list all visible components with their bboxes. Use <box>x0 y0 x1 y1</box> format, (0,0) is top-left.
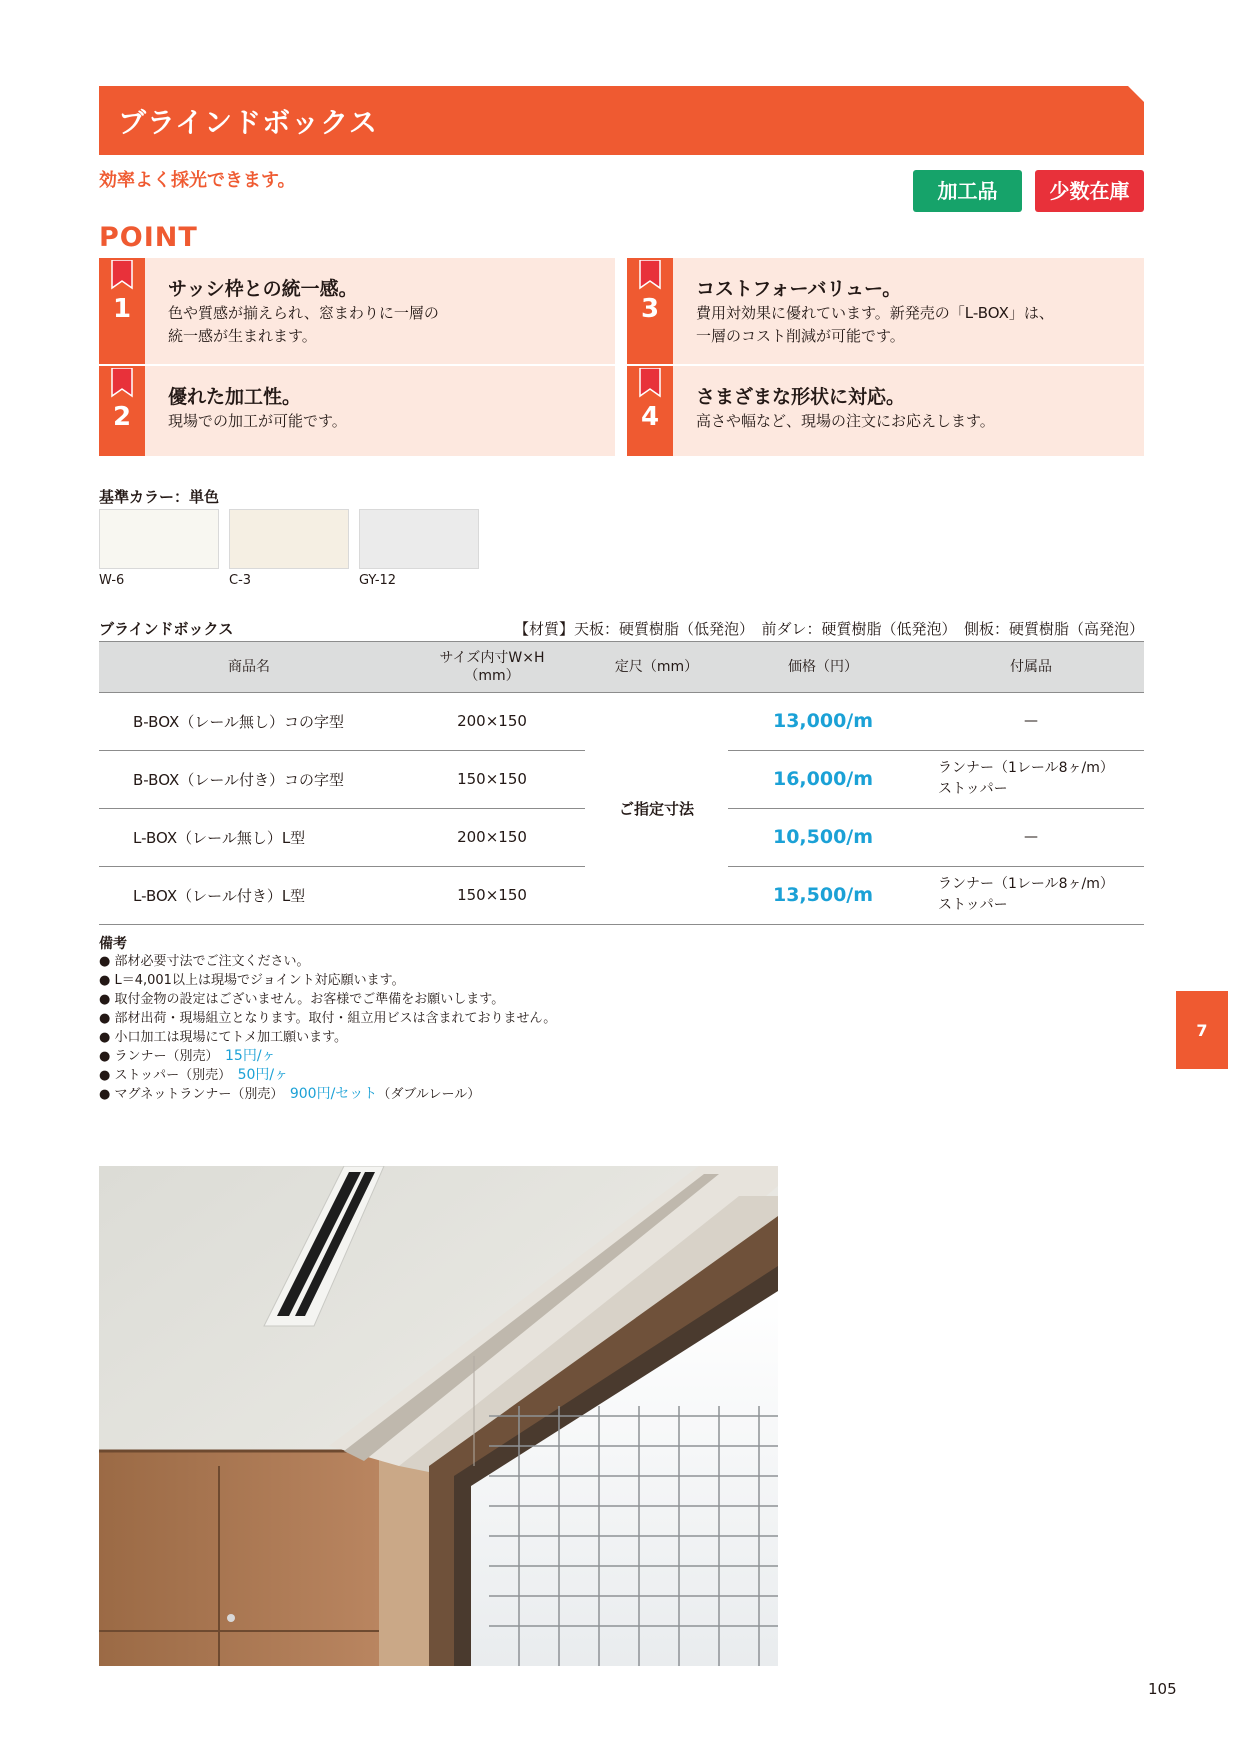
cell-size: 200×150 <box>457 712 527 730</box>
cell-product-name: B-BOX（レール付き）コの字型 <box>133 770 345 789</box>
point-description: 高さや幅など、現場の注文にお応えします。 <box>696 412 995 430</box>
cell-size: 200×150 <box>457 828 527 846</box>
color-swatch-gy12 <box>359 509 479 569</box>
point-title: 優れた加工性。 <box>168 386 302 408</box>
cell-accessories: — <box>1024 828 1038 845</box>
cell-product-name: L-BOX（レール無し）L型 <box>133 828 306 847</box>
color-swatch-w6 <box>99 509 219 569</box>
point-number-box-3 <box>627 258 673 364</box>
header-product-name: 商品名 <box>228 659 270 675</box>
point-title: サッシ枠との統一感。 <box>168 278 358 300</box>
point-number: 1 <box>112 294 132 324</box>
note-item: ● L＝4,001以上は現場でジョイント対応願います。 <box>99 973 405 988</box>
note-item: ● マグネットランナー（別売） 900円/セット（ダブルレール） <box>99 1086 481 1102</box>
point-description: 費用対効果に優れています。新発売の「L-BOX」は、 一層のコスト削減が可能です。 <box>696 304 1054 345</box>
cell-product-name: L-BOX（レール付き）L型 <box>133 886 306 905</box>
badge-low-stock: 少数在庫 <box>1035 170 1144 212</box>
header-price: 価格（円） <box>788 659 858 675</box>
point-description: 色や質感が揃えられ、窓まわりに一層の 統一感が生まれます。 <box>168 304 439 345</box>
note-item: ● ストッパー（別売） 50円/ヶ <box>99 1067 289 1083</box>
note-item: ● 部材必要寸法でご注文ください。 <box>99 954 310 969</box>
chapter-tab: 7 <box>1176 991 1228 1069</box>
header-accessories: 付属品 <box>1010 659 1052 675</box>
installation-photo <box>99 1166 778 1666</box>
point-title: コストフォーバリュー。 <box>696 278 902 300</box>
point-number-box-4 <box>627 366 673 456</box>
notes-title: 備考 <box>99 936 127 952</box>
header-size: サイズ内寸W×H （mm） <box>439 650 545 684</box>
table-bottom-rule <box>99 924 1144 925</box>
point-number: 3 <box>640 294 660 324</box>
standard-length-cell: ご指定寸法 <box>618 800 694 818</box>
page-title: ブラインドボックス <box>118 106 378 139</box>
point-number-box-2 <box>99 366 145 456</box>
cell-size: 150×150 <box>457 770 527 788</box>
cell-price: 10,500/m <box>772 826 874 848</box>
page-subtitle: 効率よく採光できます。 <box>99 170 296 191</box>
table-title: ブラインドボックス <box>99 620 234 638</box>
bookmark-icon <box>638 260 662 290</box>
note-item: ● ランナー（別売） 15円/ヶ <box>99 1048 276 1064</box>
point-description: 現場での加工が可能です。 <box>168 412 347 430</box>
bookmark-icon <box>110 368 134 398</box>
bookmark-icon <box>638 368 662 398</box>
note-item: ● 小口加工は現場にてトメ加工願います。 <box>99 1030 348 1045</box>
bookmark-icon <box>110 260 134 290</box>
cell-size: 150×150 <box>457 886 527 904</box>
swatch-label: W-6 <box>99 573 125 588</box>
badge-processed: 加工品 <box>913 170 1022 212</box>
swatch-label: C-3 <box>229 573 252 588</box>
color-section-label: 基準カラー：単色 <box>99 488 220 506</box>
cell-product-name: B-BOX（レール無し）コの字型 <box>133 712 345 731</box>
point-number: 4 <box>640 402 660 432</box>
cell-price: 13,500/m <box>772 884 874 906</box>
point-number-box-1 <box>99 258 145 364</box>
cell-accessories: ランナー（1レール8ヶ/m） ストッパー <box>938 876 1114 913</box>
cell-price: 13,000/m <box>772 710 874 732</box>
color-swatch-c3 <box>229 509 349 569</box>
cell-accessories: ランナー（1レール8ヶ/m） ストッパー <box>938 760 1114 797</box>
cell-accessories: — <box>1024 712 1038 729</box>
note-item: ● 部材出荷・現場組立となります。取付・組立用ビスは含まれておりません。 <box>99 1011 557 1026</box>
header-standard-length: 定尺（mm） <box>614 659 699 675</box>
page-number: 105 <box>1148 1680 1177 1698</box>
point-heading: POINT <box>99 222 198 253</box>
note-item: ● 取付金物の設定はございません。お客様でご準備をお願いします。 <box>99 992 505 1007</box>
point-number: 2 <box>112 402 132 432</box>
material-spec: 【材質】天板：硬質樹脂（低発泡） 前ダレ：硬質樹脂（低発泡） 側板：硬質樹脂（高発泡） <box>513 620 1144 638</box>
swatch-label: GY-12 <box>359 573 397 588</box>
point-title: さまざまな形状に対応。 <box>696 386 906 408</box>
cell-price: 16,000/m <box>772 768 874 790</box>
